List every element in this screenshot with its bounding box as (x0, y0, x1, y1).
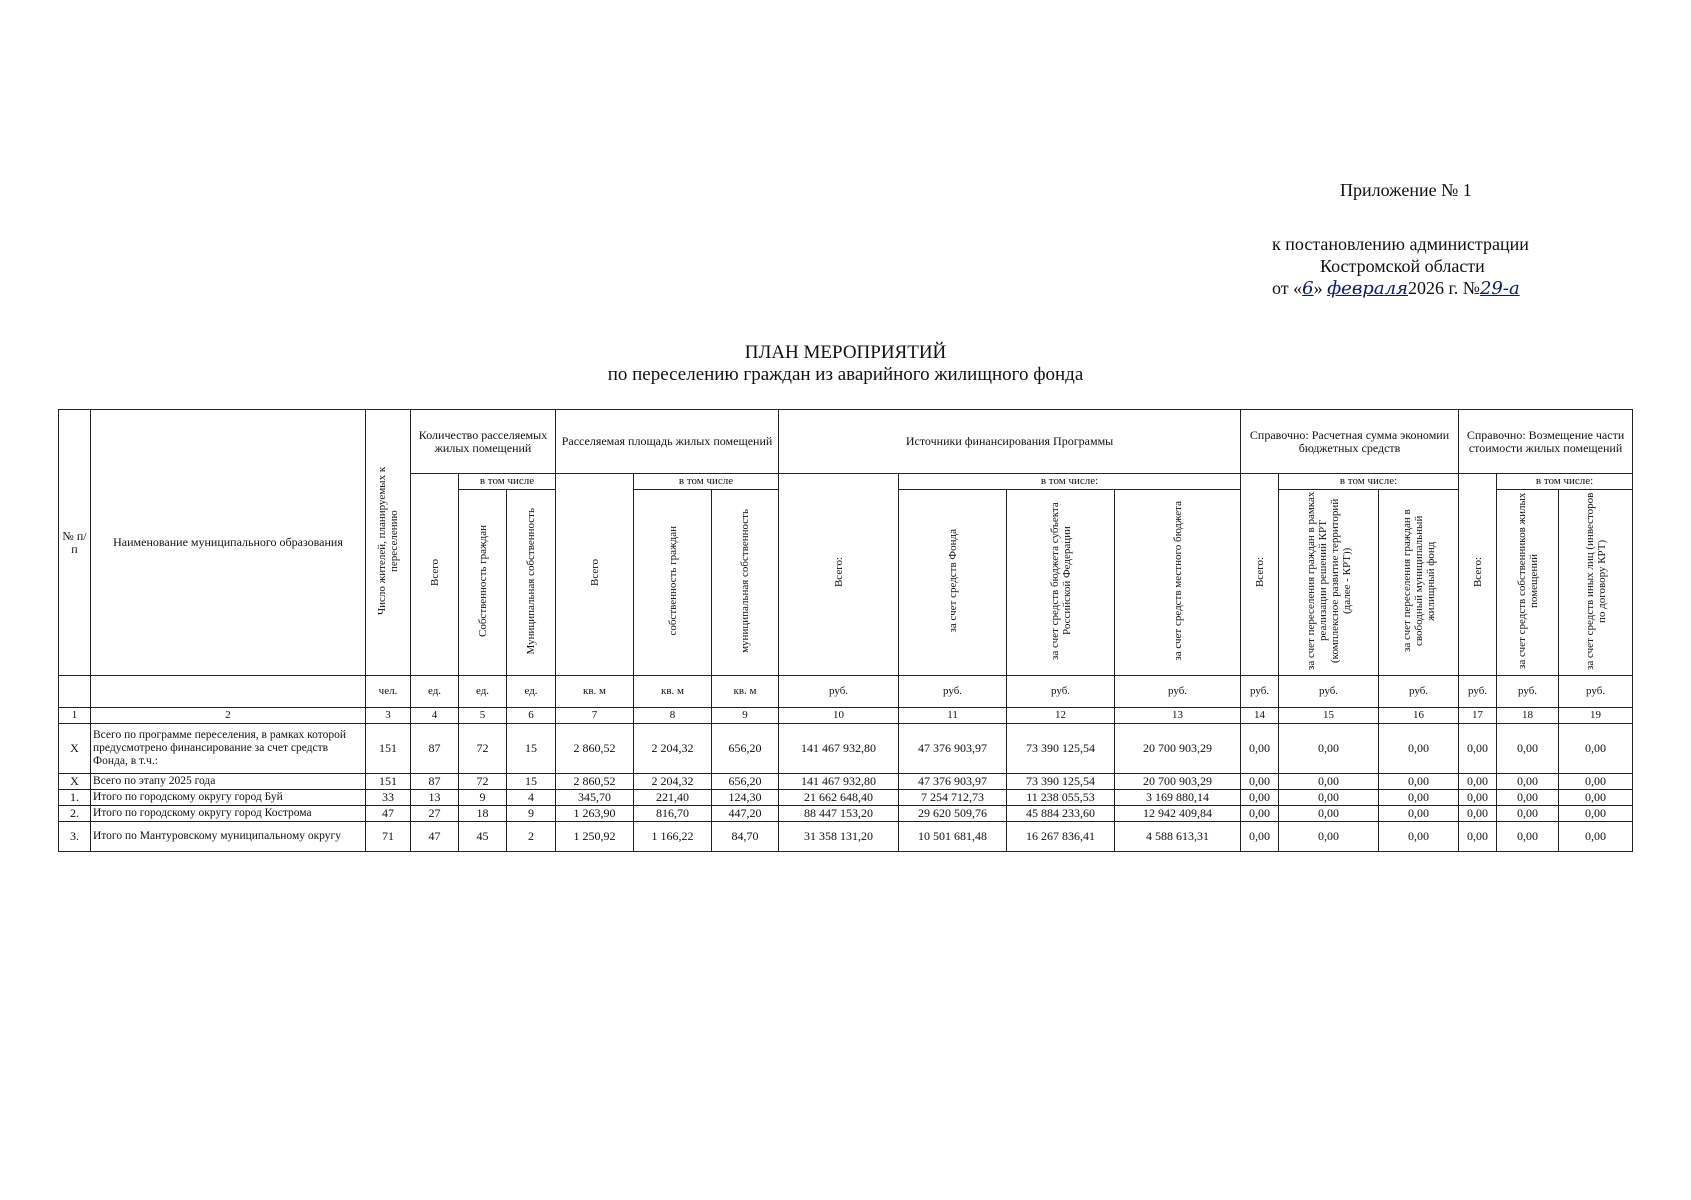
table-cell: 87 (411, 724, 459, 774)
count-total-header: Всего (411, 474, 459, 676)
table-cell: 47 376 903,97 (899, 774, 1007, 790)
area-total-header: Всего (556, 474, 634, 676)
col-number: 17 (1459, 708, 1497, 724)
unit-cell: чел. (366, 676, 411, 708)
col-number: 9 (712, 708, 779, 724)
table-cell: 0,00 (1459, 724, 1497, 774)
col-number: 15 (1279, 708, 1379, 724)
table-cell: 10 501 681,48 (899, 822, 1007, 852)
header-row-groups (59, 410, 1633, 474)
date-year: 2026 г. № (1407, 278, 1480, 298)
fin-including-header: в том числе: (899, 474, 1241, 490)
decree-date-line (1272, 277, 1592, 300)
table-cell: 21 662 648,40 (779, 790, 899, 806)
date-day: 6 (1302, 278, 1314, 299)
col-number: 7 (556, 708, 634, 724)
table-cell: 47 376 903,97 (899, 724, 1007, 774)
units-row (59, 676, 1633, 708)
table-cell: 84,70 (712, 822, 779, 852)
table-cell: 29 620 509,76 (899, 806, 1007, 822)
table-cell: 4 588 613,31 (1115, 822, 1241, 852)
table-cell: 0,00 (1497, 774, 1559, 790)
table-row (59, 806, 1633, 822)
col-number: 8 (634, 708, 712, 724)
table-row (59, 822, 1633, 852)
col-number: 12 (1007, 708, 1115, 724)
count-municipal-header: Муниципальная собственность (507, 490, 556, 676)
table-cell: 11 238 055,53 (1007, 790, 1115, 806)
decree-line-2: Костромской области (1320, 256, 1485, 276)
econ-krt-header: за счет переселения граждан в рамках реализации решений КРТ (комплексное развитие территорий (далее - КРТ)) (1279, 490, 1379, 676)
economy-group-header: Справочно: Расчетная сумма экономии бюджетных средств (1241, 410, 1459, 474)
table-cell: 816,70 (634, 806, 712, 822)
unit-cell: руб. (1007, 676, 1115, 708)
row-number-cell: X (59, 774, 91, 790)
econ-free-header: за счет переселения граждан в свободный муниципальный жилищный фонд (1379, 490, 1459, 676)
unit-cell: руб. (1497, 676, 1559, 708)
col-residents-header: Число жителей, планируемых к переселению (366, 410, 411, 676)
col-number: 2 (91, 708, 366, 724)
unit-cell: кв. м (712, 676, 779, 708)
table-cell: 15 (507, 724, 556, 774)
table-cell: 0,00 (1497, 822, 1559, 852)
col-number: 3 (366, 708, 411, 724)
table-row (59, 724, 1633, 774)
col-name-header: Наименование муниципального образования (91, 410, 366, 676)
table-cell: 0,00 (1379, 724, 1459, 774)
table-cell: 2 204,32 (634, 774, 712, 790)
date-mid: » (1313, 278, 1323, 298)
unit-cell: кв. м (556, 676, 634, 708)
table-row (59, 774, 1633, 790)
unit-cell: руб. (1241, 676, 1279, 708)
col-number: 6 (507, 708, 556, 724)
col-number: 10 (779, 708, 899, 724)
table-cell: 656,20 (712, 724, 779, 774)
table-cell: 0,00 (1241, 724, 1279, 774)
unit-cell: руб. (1379, 676, 1459, 708)
table-cell: 72 (459, 774, 507, 790)
table-cell: 9 (507, 806, 556, 822)
table-cell: 151 (366, 724, 411, 774)
table-cell: 73 390 125,54 (1007, 724, 1115, 774)
resettlement-plan-table (58, 409, 1633, 852)
table-cell: 0,00 (1559, 790, 1633, 806)
table-cell: 2 860,52 (556, 774, 634, 790)
table-cell: 47 (366, 806, 411, 822)
table-cell: 1 166,22 (634, 822, 712, 852)
unit-cell: кв. м (634, 676, 712, 708)
table-cell: 27 (411, 806, 459, 822)
count-group-header: Количество расселяемых жилых помещений (411, 410, 556, 474)
table-cell: 20 700 903,29 (1115, 774, 1241, 790)
unit-cell: руб. (1279, 676, 1379, 708)
unit-cell: руб. (899, 676, 1007, 708)
fin-total-header: Всего: (779, 474, 899, 676)
table-row (59, 790, 1633, 806)
row-name-cell: Итого по городскому округу город Кострома (91, 806, 366, 822)
table-cell: 447,20 (712, 806, 779, 822)
unit-cell: руб. (1115, 676, 1241, 708)
compensation-group-header: Справочно: Возмещение части стоимости жилых помещений (1459, 410, 1633, 474)
decree-reference (1272, 233, 1592, 300)
table-cell: 0,00 (1279, 806, 1379, 822)
document-title (0, 342, 1691, 386)
title-line-2: по переселению граждан из аварийного жилищного фонда (607, 364, 1084, 385)
table-cell: 0,00 (1379, 790, 1459, 806)
area-group-header: Расселяемая площадь жилых помещений (556, 410, 779, 474)
table-cell: 13 (411, 790, 459, 806)
table-cell: 0,00 (1459, 806, 1497, 822)
table-cell: 656,20 (712, 774, 779, 790)
table-cell: 0,00 (1279, 724, 1379, 774)
comp-total-header: Всего: (1459, 474, 1497, 676)
count-including-header: в том числе (459, 474, 556, 490)
table-cell: 2 204,32 (634, 724, 712, 774)
area-municipal-header: муниципальная собственность (712, 490, 779, 676)
comp-including-header: в том числе: (1497, 474, 1633, 490)
row-number-cell: X (59, 724, 91, 774)
date-prefix: от « (1272, 278, 1303, 298)
col-number: 5 (459, 708, 507, 724)
table-cell: 0,00 (1459, 774, 1497, 790)
table-cell: 0,00 (1559, 822, 1633, 852)
table-cell: 71 (366, 822, 411, 852)
fin-fund-header: за счет средств Фонда (899, 490, 1007, 676)
econ-total-header: Всего: (1241, 474, 1279, 676)
table-cell: 45 884 233,60 (1007, 806, 1115, 822)
appendix-label: Приложение № 1 (1340, 180, 1472, 200)
table-body (59, 724, 1633, 852)
row-number-cell: 2. (59, 806, 91, 822)
table-cell: 0,00 (1559, 806, 1633, 822)
table-cell: 4 (507, 790, 556, 806)
row-name-cell: Итого по Мантуровскому муниципальному округу (91, 822, 366, 852)
decree-line-1: к постановлению администрации (1272, 234, 1529, 254)
col-num-header: № п/п (59, 410, 91, 676)
col-number: 14 (1241, 708, 1279, 724)
table-cell: 151 (366, 774, 411, 790)
table-cell: 20 700 903,29 (1115, 724, 1241, 774)
comp-investors-header: за счет средств иных лиц (инвесторов по договору КРТ) (1559, 490, 1633, 676)
unit-cell: ед. (507, 676, 556, 708)
count-citizens-header: Собственность граждан (459, 490, 507, 676)
table-cell: 31 358 131,20 (779, 822, 899, 852)
col-number: 18 (1497, 708, 1559, 724)
table-cell: 0,00 (1241, 790, 1279, 806)
table-cell: 15 (507, 774, 556, 790)
fin-subject-header: за счет средств бюджета субъекта Российской Федерации (1007, 490, 1115, 676)
unit-cell: руб. (1459, 676, 1497, 708)
date-month: февраля (1327, 278, 1408, 299)
table-cell: 47 (411, 822, 459, 852)
table-cell: 33 (366, 790, 411, 806)
table-cell: 0,00 (1497, 806, 1559, 822)
table-cell: 1 250,92 (556, 822, 634, 852)
col-number: 11 (899, 708, 1007, 724)
table-cell: 0,00 (1279, 790, 1379, 806)
table-cell: 0,00 (1241, 806, 1279, 822)
table-cell: 3 169 880,14 (1115, 790, 1241, 806)
column-numbers-row (59, 708, 1633, 724)
col-number: 16 (1379, 708, 1459, 724)
col-number: 13 (1115, 708, 1241, 724)
table-cell: 0,00 (1459, 790, 1497, 806)
table-cell: 141 467 932,80 (779, 724, 899, 774)
table-cell: 124,30 (712, 790, 779, 806)
fin-local-header: за счет средств местного бюджета (1115, 490, 1241, 676)
area-including-header: в том числе (634, 474, 779, 490)
table-cell: 221,40 (634, 790, 712, 806)
table-cell: 9 (459, 790, 507, 806)
table-cell: 88 447 153,20 (779, 806, 899, 822)
table-cell: 87 (411, 774, 459, 790)
col-number: 4 (411, 708, 459, 724)
table-cell: 72 (459, 724, 507, 774)
unit-cell: ед. (411, 676, 459, 708)
row-name-cell: Всего по программе переселения, в рамках которой предусмотрено финансирование за счет средств Фонда, в т.ч.: (91, 724, 366, 774)
table-cell: 16 267 836,41 (1007, 822, 1115, 852)
table-cell: 0,00 (1559, 774, 1633, 790)
unit-cell: руб. (1559, 676, 1633, 708)
decree-number: 29-а (1479, 278, 1520, 299)
row-name-cell: Итого по городскому округу город Буй (91, 790, 366, 806)
table-cell: 0,00 (1459, 822, 1497, 852)
area-citizens-header: собственность граждан (634, 490, 712, 676)
title-line-1: ПЛАН МЕРОПРИЯТИЙ (744, 342, 947, 363)
table-cell: 0,00 (1497, 724, 1559, 774)
table-cell: 2 860,52 (556, 724, 634, 774)
table-cell: 0,00 (1379, 806, 1459, 822)
econ-including-header: в том числе: (1279, 474, 1459, 490)
table-cell: 73 390 125,54 (1007, 774, 1115, 790)
col-number: 19 (1559, 708, 1633, 724)
table-cell: 0,00 (1379, 774, 1459, 790)
row-number-cell: 3. (59, 822, 91, 852)
row-number-cell: 1. (59, 790, 91, 806)
table-cell: 0,00 (1497, 790, 1559, 806)
table-cell: 345,70 (556, 790, 634, 806)
row-name-cell: Всего по этапу 2025 года (91, 774, 366, 790)
financing-group-header: Источники финансирования Программы (779, 410, 1241, 474)
table-cell: 141 467 932,80 (779, 774, 899, 790)
comp-owners-header: за счет средств собственников жилых помещений (1497, 490, 1559, 676)
table-cell: 0,00 (1379, 822, 1459, 852)
table-cell: 45 (459, 822, 507, 852)
table-cell: 7 254 712,73 (899, 790, 1007, 806)
table-cell: 2 (507, 822, 556, 852)
table-cell: 0,00 (1241, 822, 1279, 852)
col-number: 1 (59, 708, 91, 724)
table-cell: 0,00 (1241, 774, 1279, 790)
table-cell: 12 942 409,84 (1115, 806, 1241, 822)
unit-cell: ед. (459, 676, 507, 708)
table-cell: 18 (459, 806, 507, 822)
table-cell: 0,00 (1279, 774, 1379, 790)
table-cell: 0,00 (1279, 822, 1379, 852)
unit-cell: руб. (779, 676, 899, 708)
table-cell: 0,00 (1559, 724, 1633, 774)
table-cell: 1 263,90 (556, 806, 634, 822)
